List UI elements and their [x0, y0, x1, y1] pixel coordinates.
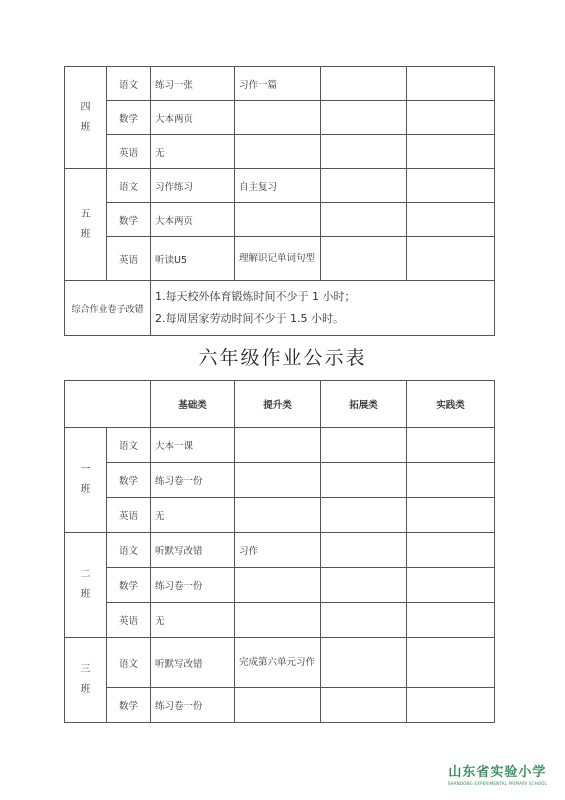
improve-cell [235, 498, 321, 533]
subject-cell: 语文 [107, 67, 151, 101]
extend-cell [321, 135, 407, 169]
basic-cell: 练习一张 [151, 67, 235, 101]
improve-cell [235, 568, 321, 603]
table-row [65, 463, 495, 498]
basic-cell: 无 [151, 498, 235, 533]
basic-cell: 无 [151, 603, 235, 638]
table-row [65, 135, 495, 169]
improve-cell [235, 135, 321, 169]
extend-cell [321, 688, 407, 723]
basic-cell: 大本两页 [151, 101, 235, 135]
practice-cell [407, 688, 495, 723]
practice-cell [407, 203, 495, 237]
table-row [65, 281, 495, 336]
homework-table-continued [64, 66, 495, 336]
practice-cell [407, 67, 495, 101]
table-row [65, 498, 495, 533]
subject-cell: 英语 [107, 498, 151, 533]
subject-cell: 语文 [107, 533, 151, 568]
table-row [65, 533, 495, 568]
table-row [65, 169, 495, 203]
header-cell: 提升类 [235, 381, 321, 428]
practice-cell [407, 533, 495, 568]
basic-cell: 听读U5 [151, 237, 235, 281]
practice-cell [407, 603, 495, 638]
improve-cell: 习作 [235, 533, 321, 568]
improve-cell [235, 688, 321, 723]
school-logo-name: 山东省实验小学 [448, 765, 547, 780]
table-row [65, 428, 495, 463]
basic-cell: 听默写改错 [151, 638, 235, 688]
class-label: 五班 [65, 169, 107, 281]
subject-cell: 语文 [107, 638, 151, 688]
header-corner [65, 381, 151, 428]
practice-cell [407, 638, 495, 688]
table-row [65, 67, 495, 101]
subject-cell: 英语 [107, 237, 151, 281]
header-cell: 基础类 [151, 381, 235, 428]
practice-cell [407, 237, 495, 281]
improve-cell [235, 603, 321, 638]
extend-cell [321, 169, 407, 203]
extend-cell [321, 203, 407, 237]
extend-cell [321, 67, 407, 101]
extend-cell [321, 101, 407, 135]
basic-cell: 练习卷一份 [151, 463, 235, 498]
subject-cell: 数学 [107, 568, 151, 603]
table-row [65, 638, 495, 688]
table-row [65, 568, 495, 603]
basic-cell: 大本两页 [151, 203, 235, 237]
table-row [65, 688, 495, 723]
practice-cell [407, 428, 495, 463]
subject-cell: 数学 [107, 688, 151, 723]
school-logo [448, 761, 547, 786]
improve-cell: 自主复习 [235, 169, 321, 203]
extend-cell [321, 237, 407, 281]
practice-cell [407, 169, 495, 203]
basic-cell: 大本一课 [151, 428, 235, 463]
subject-cell: 英语 [107, 135, 151, 169]
header-row [65, 381, 495, 428]
class-label: 一班 [65, 428, 107, 533]
extend-cell [321, 603, 407, 638]
table-row [65, 203, 495, 237]
extend-cell [321, 498, 407, 533]
basic-cell: 练习卷一份 [151, 568, 235, 603]
extend-cell [321, 463, 407, 498]
extend-cell [321, 638, 407, 688]
basic-cell: 无 [151, 135, 235, 169]
note-line: 1.每天校外体育锻炼时间不少于 1 小时； [155, 290, 356, 303]
note-label: 综合作业卷子改错 [65, 281, 151, 336]
extend-cell [321, 533, 407, 568]
page-title: 六年级作业公示表 [198, 347, 367, 369]
header-cell: 实践类 [407, 381, 495, 428]
header-cell: 拓展类 [321, 381, 407, 428]
class-label: 四班 [65, 67, 107, 169]
improve-cell: 完成第六单元习作 [235, 638, 321, 688]
subject-cell: 数学 [107, 463, 151, 498]
subject-cell: 数学 [107, 101, 151, 135]
subject-cell: 语文 [107, 169, 151, 203]
practice-cell [407, 101, 495, 135]
basic-cell: 习作练习 [151, 169, 235, 203]
school-logo-english: SHANDONG EXPERIMENTAL PRIMARY SCHOOL [447, 781, 547, 786]
note-cell [151, 281, 495, 336]
improve-cell [235, 203, 321, 237]
extend-cell [321, 428, 407, 463]
table-row [65, 101, 495, 135]
subject-cell: 英语 [107, 603, 151, 638]
subject-cell: 语文 [107, 428, 151, 463]
practice-cell [407, 463, 495, 498]
improve-cell [235, 463, 321, 498]
practice-cell [407, 135, 495, 169]
practice-cell [407, 568, 495, 603]
class-label: 三班 [65, 638, 107, 723]
class-label: 二班 [65, 533, 107, 638]
basic-cell: 练习卷一份 [151, 688, 235, 723]
extend-cell [321, 568, 407, 603]
practice-cell [407, 498, 495, 533]
basic-cell: 听默写改错 [151, 533, 235, 568]
grade6-homework-table [64, 380, 495, 723]
improve-cell: 习作一篇 [235, 67, 321, 101]
improve-cell: 理解识记单词句型 [235, 237, 321, 281]
improve-cell [235, 101, 321, 135]
table-row [65, 237, 495, 281]
note-line: 2.每周居家劳动时间不少于 1.5 小时。 [155, 312, 344, 325]
improve-cell [235, 428, 321, 463]
subject-cell: 数学 [107, 203, 151, 237]
table-row [65, 603, 495, 638]
